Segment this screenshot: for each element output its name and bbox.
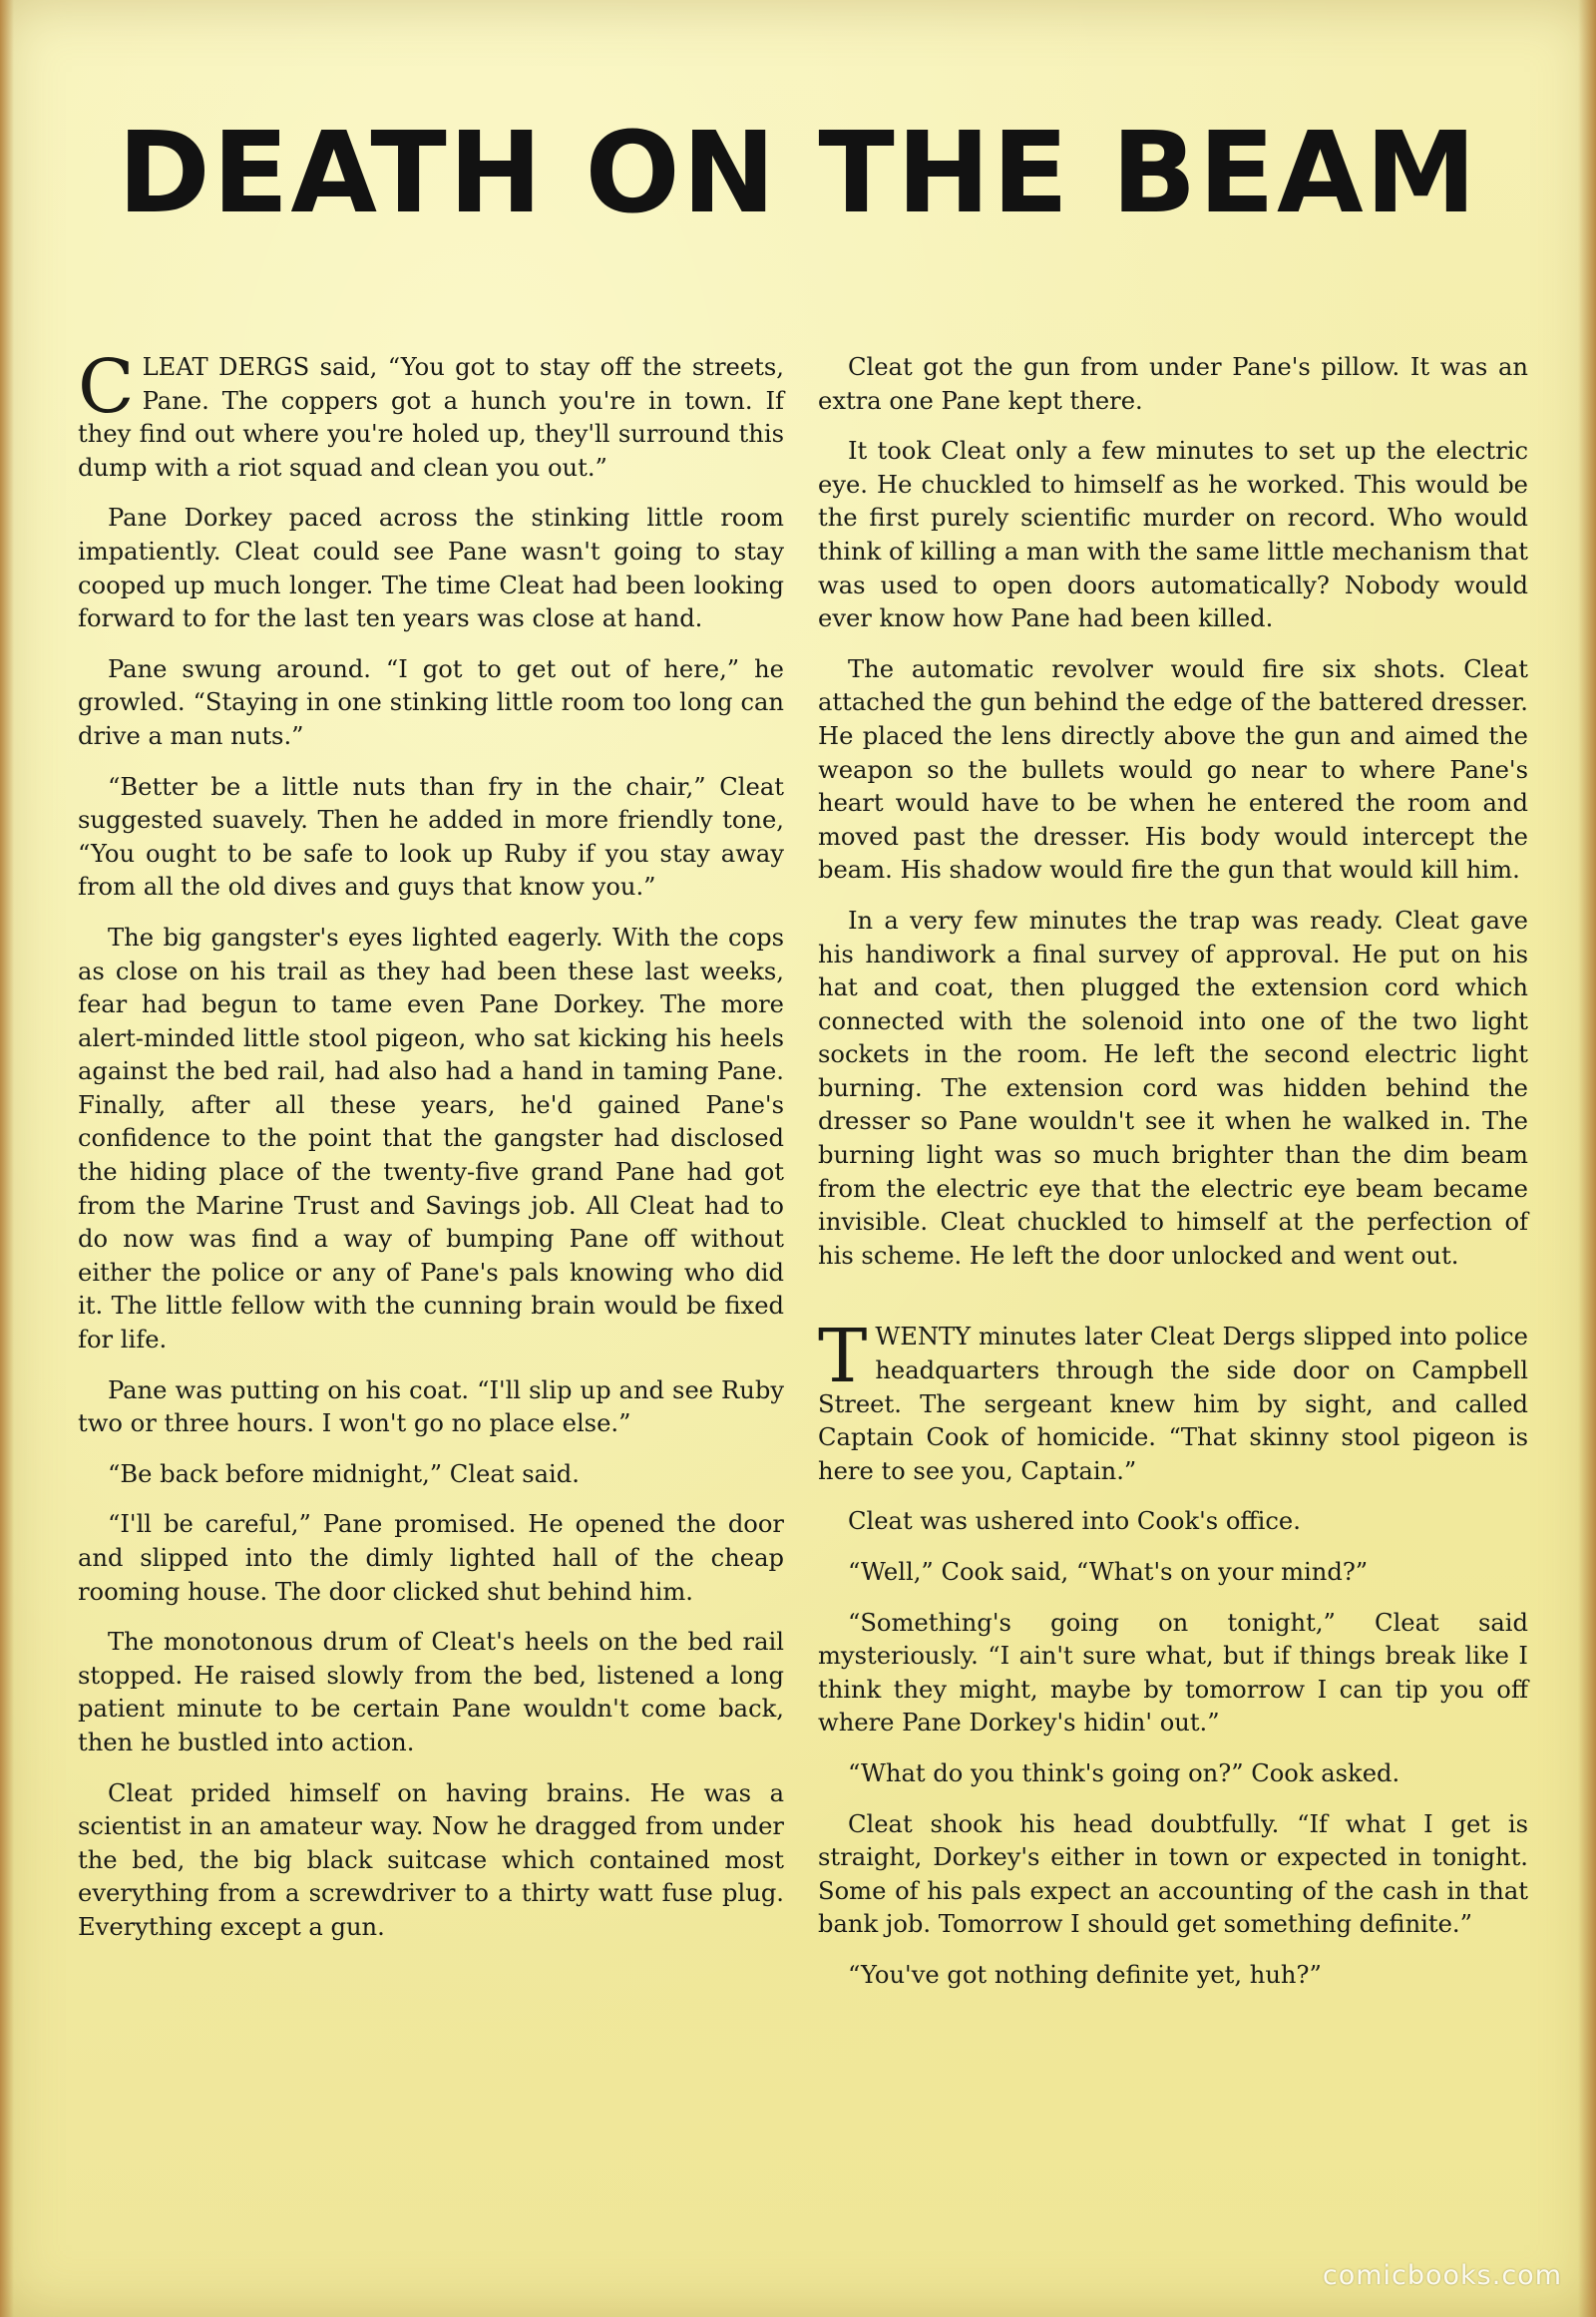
paragraph: “What do you think's going on?” Cook asked. bbox=[848, 1758, 1400, 1787]
drop-cap: C bbox=[78, 344, 135, 430]
paragraph: Pane Dorkey paced across the stinking little room impatiently. Cleat could see Pane wasn't going to stay cooped up much longer. The time Cleat had been looking forward to for the last ten years was close at hand. bbox=[78, 504, 784, 633]
paragraph: “Better be a little nuts than fry in the chair,” Cleat suggested suavely. Then he added in more friendly tone, “You ought to be safe to look up Ruby if you stay away from all the old dives and guys that know you.” bbox=[78, 772, 784, 902]
paragraph: The big gangster's eyes lighted eagerly. With the cops as close on his trail as they had been these last weeks, fear had begun to tame even Pane Dorkey. The more alert-minded little stool pigeon, who sat kicking his heels against the bed rail, had also had a hand in taming Pane. Finally, after all these years, he'd gained Pane's confidence to the point that the gangster had disclosed the hiding place of the twenty-five grand Pane had got from the Marine Trust and Savings job. All Cleat had to do now was find a way of bumping Pane off without either the police or any of Pane's pals knowing who did it. The little fellow with the cunning brain would be fixed for life. bbox=[78, 923, 784, 1354]
paragraph-text: WENTY minutes later Cleat Dergs slipped into police headquarters through the side door on Campbell Street. The sergeant knew him by sight, and called Captain Cook of homicide. “That skinny stool pigeon is here to see you, Captain.” bbox=[818, 1323, 1528, 1485]
paragraph: The automatic revolver would fire six shots. Cleat attached the gun behind the edge of the battered dresser. He placed the lens directly above the gun and aimed the weapon so the bullets would go near to where Pane's heart would have to be when he entered the room and moved past the dresser. His body would intercept the beam. His shadow would fire the gun that would kill him. bbox=[818, 654, 1528, 885]
paragraph: Pane was putting on his coat. “I'll slip up and see Ruby two or three hours. I won't go no place else.” bbox=[78, 1375, 784, 1438]
paragraph: “Be back before midnight,” Cleat said. bbox=[108, 1459, 580, 1488]
paragraph: “I'll be careful,” Pane promised. He opened the door and slipped into the dimly lighted hall of the cheap rooming house. The door clicked shut behind him. bbox=[78, 1510, 784, 1606]
watermark: comicbooks.com bbox=[1322, 2260, 1562, 2291]
paragraph: Cleat shook his head doubtfully. “If what I get is straight, Dorkey's either in town or expected in tonight. Some of his pals expect an accounting of the cash in that bank job. Tomorrow I should get something definite.” bbox=[818, 1809, 1528, 1939]
paragraph: Cleat was ushered into Cook's office. bbox=[848, 1507, 1301, 1536]
text-column-right bbox=[818, 351, 1528, 2010]
paragraph: Pane swung around. “I got to get out of here,” he growled. “Staying in one stinking little room too long can drive a man nuts.” bbox=[78, 654, 784, 750]
story-title: DEATH ON THE BEAM bbox=[117, 109, 1479, 238]
paragraph: Cleat prided himself on having brains. He was a scientist in an amateur way. Now he dragged from under the bed, the big black suitcase which contained most everything from a screwdriver to a thirty watt fuse plug. Everything except a gun. bbox=[78, 1778, 784, 1941]
drop-cap: T bbox=[818, 1314, 868, 1400]
paragraph bbox=[818, 1314, 1528, 1488]
paragraph: “You've got nothing definite yet, huh?” bbox=[848, 1960, 1322, 1989]
text-column-left bbox=[78, 344, 784, 1962]
paragraph: The monotonous drum of Cleat's heels on the bed rail stopped. He raised slowly from the bed, listened a long patient minute to be certain Pane wouldn't come back, then he bustled into action. bbox=[78, 1628, 784, 1756]
paragraph: Cleat got the gun from under Pane's pillow. It was an extra one Pane kept there. bbox=[818, 353, 1528, 415]
paragraph-text: LEAT DERGS said, “You got to stay off the streets, Pane. The coppers got a hunch you're in town. If they find out where you're holed up, they'll surround this dump with a riot squad and clean you out.” bbox=[78, 353, 784, 482]
paragraph: It took Cleat only a few minutes to set up the electric eye. He chuckled to himself as he worked. This would be the first purely scientific murder on record. Who would think of killing a man with the same little mechanism that was used to open doors automatically? Nobody would ever know how Pane had been killed. bbox=[818, 437, 1528, 633]
paragraph: In a very few minutes the trap was ready. Cleat gave his handiwork a final survey of approval. He put on his hat and coat, then plugged the extension cord which connected with the solenoid into one of the two light sockets in the room. He left the second electric light burning. The extension cord was hidden behind the dresser so Pane wouldn't see it when he walked in. The burning light was so much brighter than the dim beam from the electric eye that the electric eye beam became invisible. Cleat chuckled to himself at the perfection of his scheme. He left the door unlocked and went out. bbox=[818, 906, 1528, 1270]
paragraph: “Well,” Cook said, “What's on your mind?” bbox=[848, 1558, 1369, 1586]
page-edge-left bbox=[0, 0, 14, 2317]
paragraph bbox=[78, 344, 784, 485]
paragraph: “Something's going on tonight,” Cleat said mysteriously. “I ain't sure what, but if things break like I think they might, maybe by tomorrow I can tip you off where Pane Dorkey's hidin' out.” bbox=[818, 1608, 1528, 1738]
page-edge-right bbox=[1578, 0, 1596, 2317]
